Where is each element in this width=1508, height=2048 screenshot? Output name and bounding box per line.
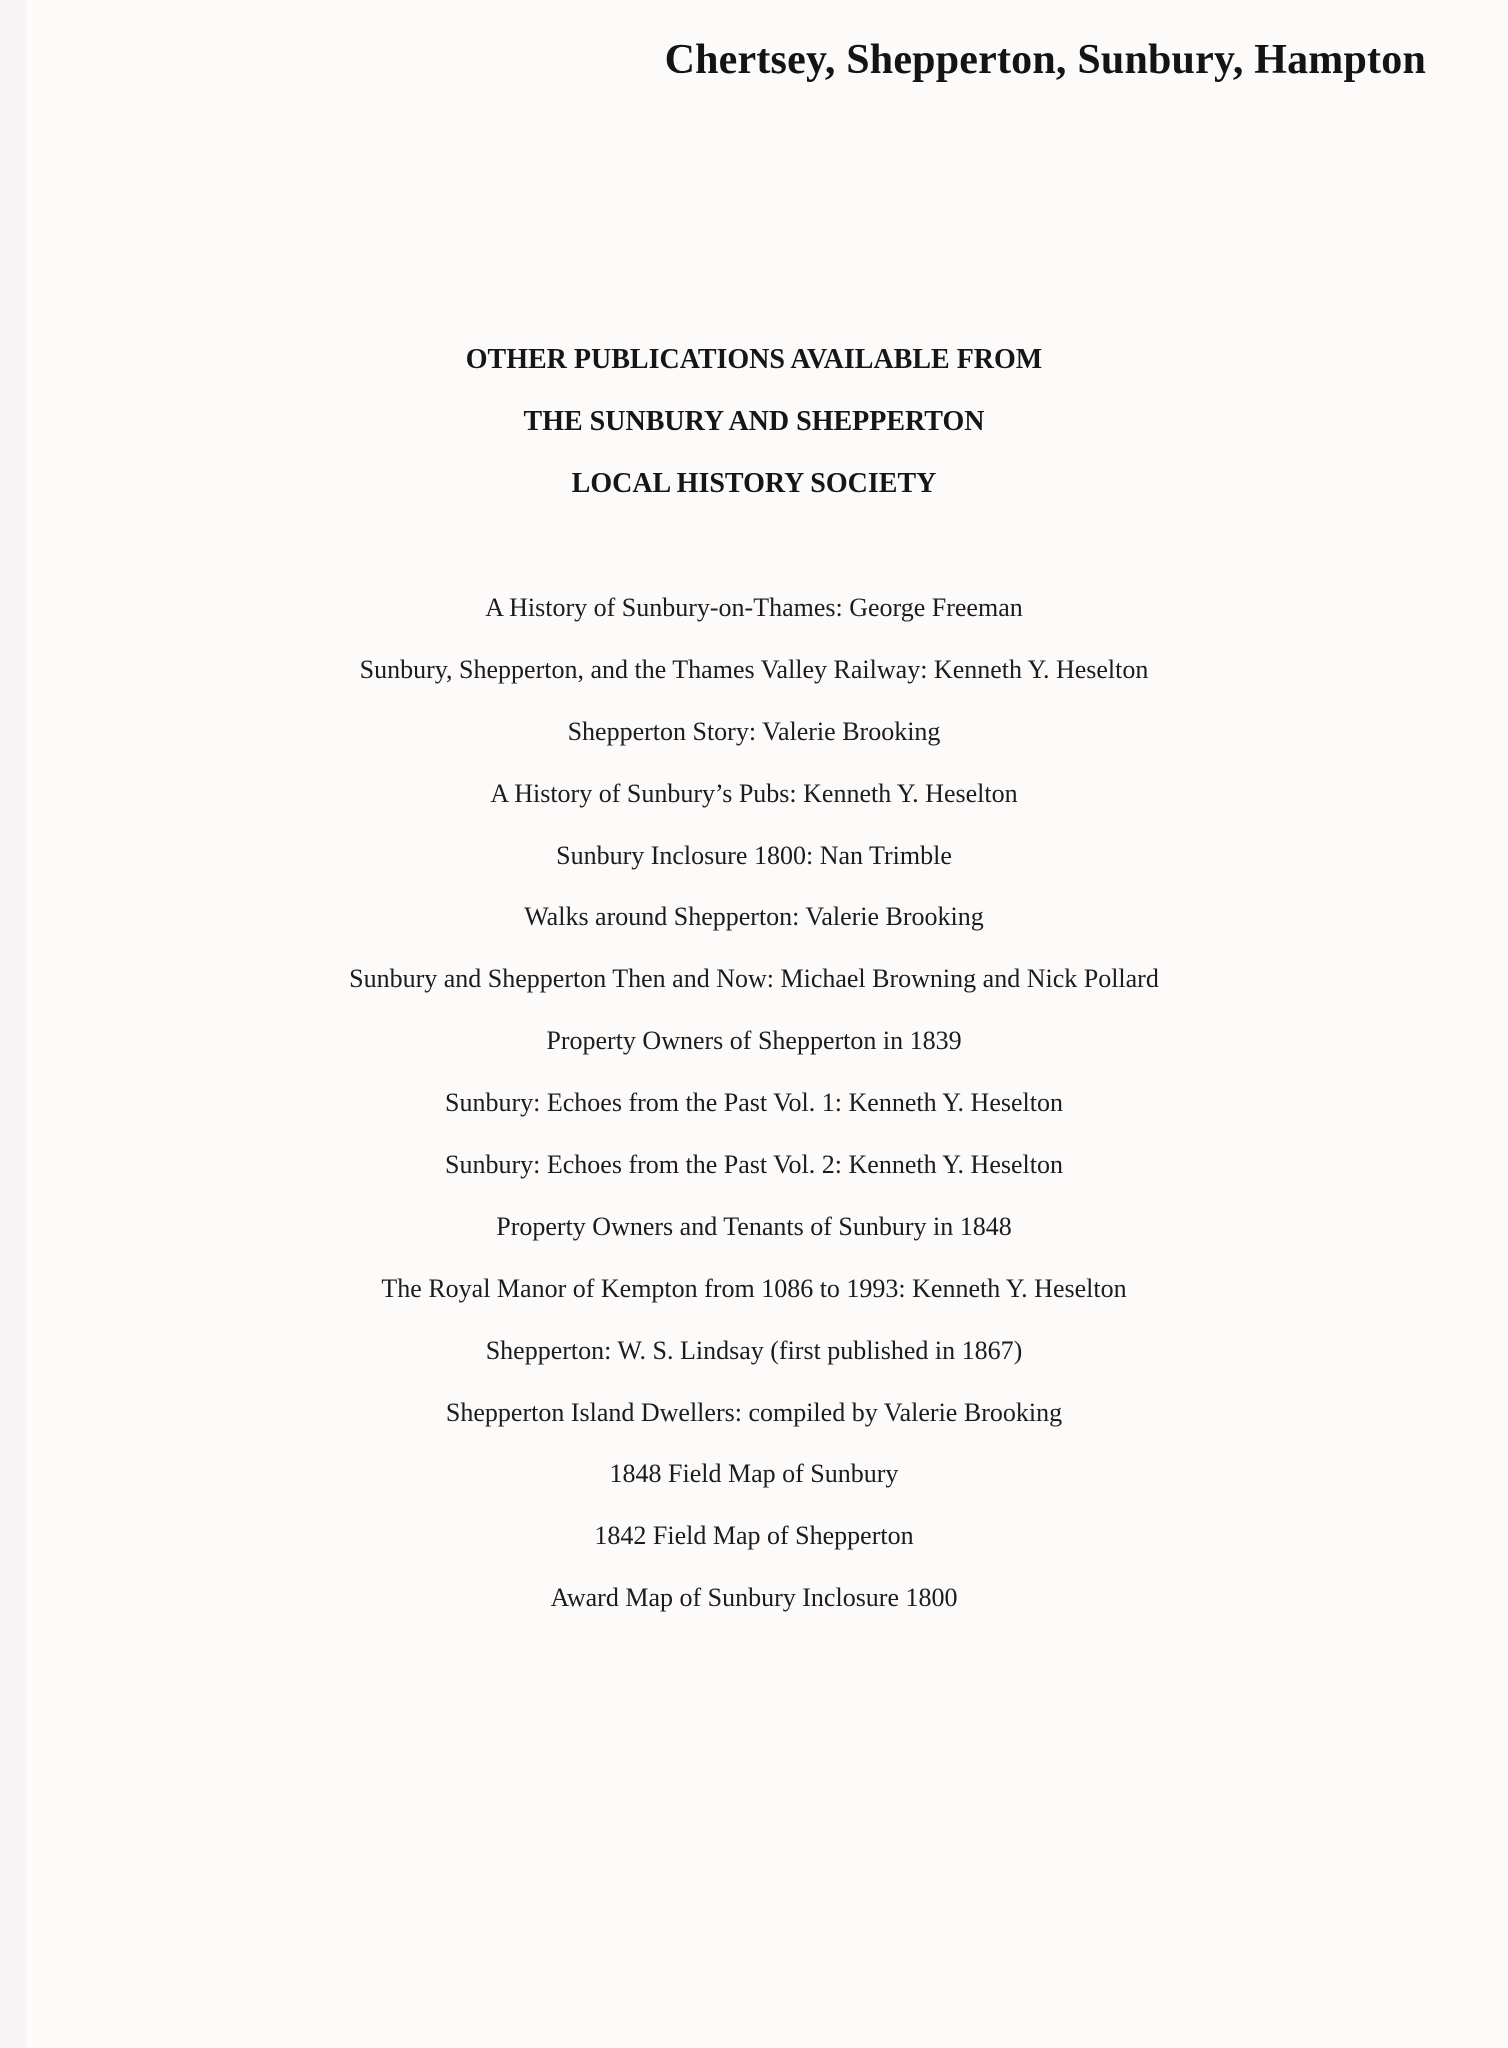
running-head: Chertsey, Shepperton, Sunbury, Hampton [664, 37, 1426, 83]
publication-item: Shepperton Island Dwellers: compiled by Valerie Brooking [445, 1397, 1063, 1427]
publication-item: Sunbury: Echoes from the Past Vol. 2: Kenneth Y. Heselton [445, 1150, 1063, 1180]
publication-item: Shepperton: W. S. Lindsay (first published in 1867) [485, 1335, 1023, 1365]
publication-item: 1848 Field Map of Sunbury [609, 1459, 899, 1489]
heading-line-3: LOCAL HISTORY SOCIETY [571, 468, 937, 499]
publication-item: Property Owners of Shepperton in 1839 [546, 1026, 962, 1056]
publication-item: A History of Sunbury-on-Thames: George Freeman [485, 593, 1023, 622]
publication-item: A History of Sunbury’s Pubs: Kenneth Y. Heselton [490, 778, 1018, 808]
publication-list [0, 584, 1508, 1636]
publication-item: Shepperton Story: Valerie Brooking [567, 716, 941, 746]
publication-item: Award Map of Sunbury Inclosure 1800 [550, 1583, 958, 1613]
publication-item: 1842 Field Map of Shepperton [594, 1521, 914, 1551]
publication-item: Walks around Shepperton: Valerie Brooking [524, 902, 984, 932]
heading-line-1: OTHER PUBLICATIONS AVAILABLE FROM [465, 344, 1043, 375]
publication-item: Sunbury, Shepperton, and the Thames Valley Railway: Kenneth Y. Heselton [359, 654, 1149, 684]
heading-line-2: THE SUNBURY AND SHEPPERTON [523, 406, 985, 437]
section-heading [0, 336, 1508, 522]
publication-item: Sunbury: Echoes from the Past Vol. 1: Kenneth Y. Heselton [445, 1088, 1063, 1118]
publication-item: Property Owners and Tenants of Sunbury in 1848 [496, 1211, 1012, 1241]
publication-item: Sunbury and Shepperton Then and Now: Michael Browning and Nick Pollard [349, 964, 1159, 994]
publication-item: The Royal Manor of Kempton from 1086 to 1993: Kenneth Y. Heselton [381, 1273, 1127, 1303]
publication-item: Sunbury Inclosure 1800: Nan Trimble [556, 840, 952, 870]
